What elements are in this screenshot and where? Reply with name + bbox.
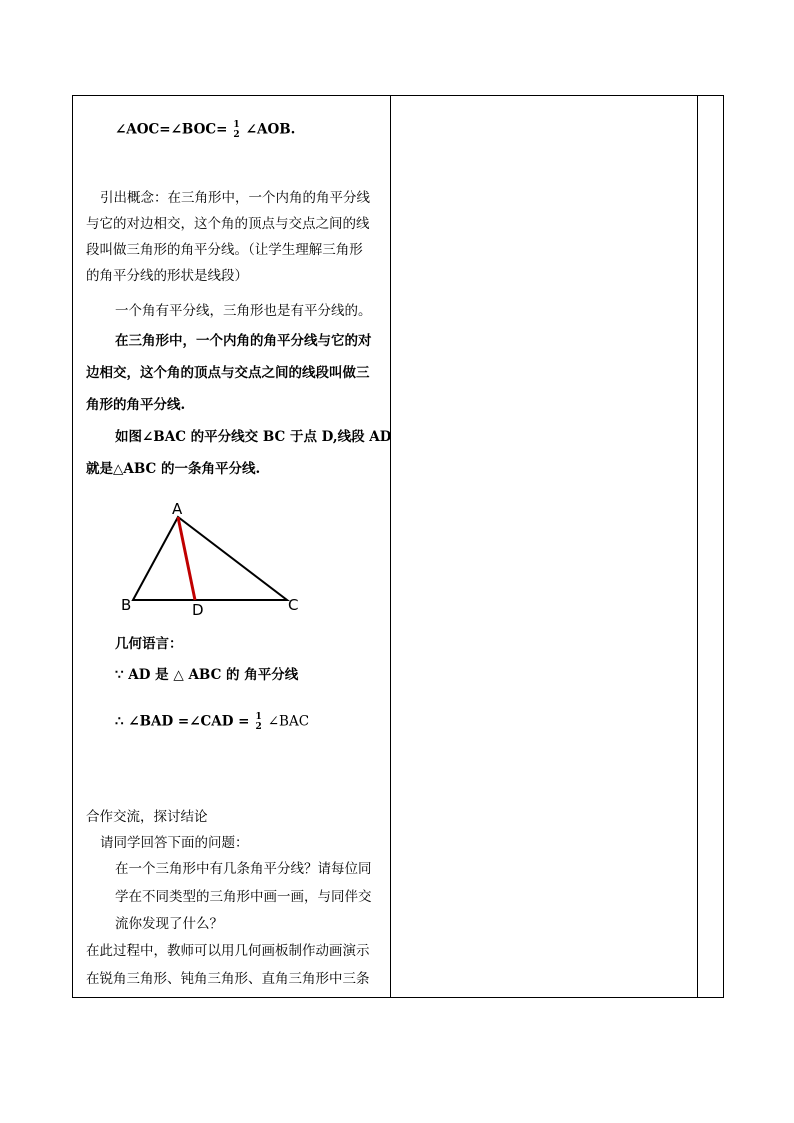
section-ask: 请同学回答下面的问题： xyxy=(100,835,249,851)
geo-lang-because: ∵ AD 是 △ ABC 的 角平分线 xyxy=(115,667,299,683)
intro-line-1: 引出概念：在三角形中，一个内角的角平分线 xyxy=(100,190,370,206)
question-line-2: 学在不同类型的三角形中画一画，与同伴交 xyxy=(115,889,372,905)
teacher-note-1: 在此过程中，教师可以用几何画板制作动画演示 xyxy=(86,943,370,959)
question-line-1: 在一个三角形中有几条角平分线？请每位同 xyxy=(115,861,372,877)
table-bottom-border xyxy=(72,997,724,998)
intro-line-3: 段叫做三角形的角平分线。（让学生理解三角形 xyxy=(86,242,363,258)
label-d: D xyxy=(192,601,204,619)
label-c: C xyxy=(288,596,299,614)
table-right-border xyxy=(723,95,724,998)
label-a: A xyxy=(172,500,183,518)
example-line-1: 如图∠BAC 的平分线交 BC 于点 D,线段 AD xyxy=(115,429,392,445)
table-top-border xyxy=(72,95,724,96)
example-line-2: 就是△ABC 的一条角平分线. xyxy=(86,461,261,477)
geo-lang-title: 几何语言： xyxy=(115,636,183,652)
teacher-note-2: 在锐角三角形、钝角三角形、直角三角形中三条 xyxy=(86,971,370,987)
intro-line-4: 的角平分线的形状是线段） xyxy=(86,268,248,284)
table-left-border xyxy=(72,95,73,998)
question-line-3: 流你发现了什么？ xyxy=(115,916,223,932)
fraction-half-2: 1 2 xyxy=(255,712,262,732)
geo-lang-therefore: ∴ ∠BAD =∠CAD = 1 2 ∠BAC xyxy=(115,712,310,732)
definition-line-1: 在三角形中，一个内角的角平分线与它的对 xyxy=(115,333,372,349)
column-divider xyxy=(390,95,391,998)
fraction-half: 1 2 xyxy=(233,120,240,140)
paragraph-1: 一个角有平分线，三角形也是有平分线的。 xyxy=(115,303,372,319)
definition-line-3: 角形的角平分线. xyxy=(86,397,186,413)
formula-top-right: ∠AOB. xyxy=(245,121,296,138)
triangle-abc xyxy=(133,517,287,600)
triangle-figure xyxy=(115,500,315,625)
intro-line-2: 与它的对边相交，这个角的顶点与交点之间的线 xyxy=(86,216,370,232)
formula-top xyxy=(115,120,295,140)
label-b: B xyxy=(121,596,132,614)
column-divider-2 xyxy=(697,95,698,998)
definition-line-2: 边相交，这个角的顶点与交点之间的线段叫做三 xyxy=(86,365,370,381)
formula-top-left: ∠AOC=∠BOC= xyxy=(115,121,228,138)
section-title: 合作交流，探讨结论 xyxy=(86,809,208,825)
bisector-ad xyxy=(178,517,195,600)
